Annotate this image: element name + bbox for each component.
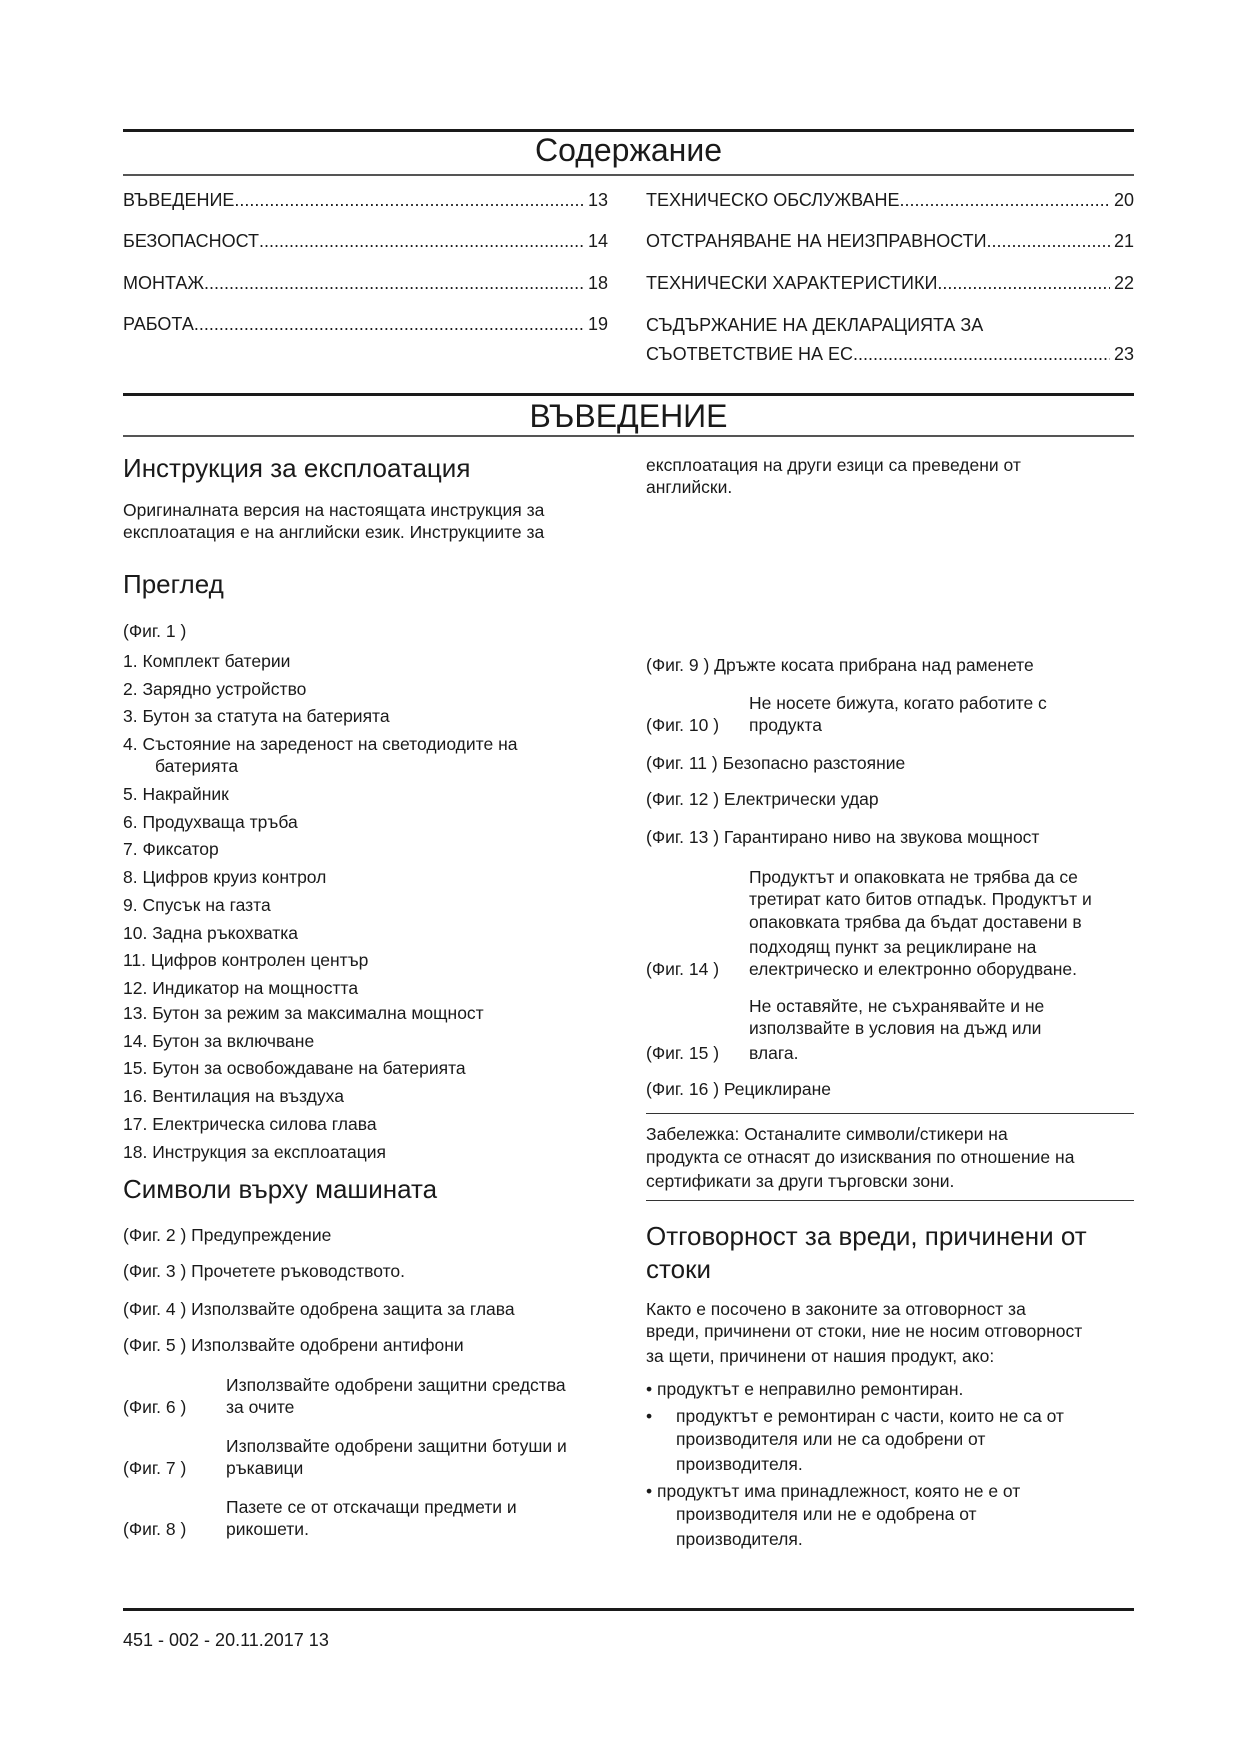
overview-item-16: 16. Вентилация на въздуха bbox=[123, 1086, 344, 1106]
intro-top-rule bbox=[123, 393, 1134, 396]
footer-rule bbox=[123, 1608, 1134, 1611]
toc-entry-operation[interactable]: РАБОТА ..... 19 bbox=[123, 314, 608, 335]
liability-bullet-2-marker: • bbox=[646, 1406, 653, 1426]
toc-entry-technical-data[interactable]: ТЕХНИЧЕСКИ ХАРАКТЕРИСТИКИ ..... 22 bbox=[646, 273, 1134, 294]
footer-text: 451 - 002 - 20.11.2017 13 bbox=[123, 1630, 329, 1650]
toc-entry-declaration-line1[interactable]: СЪДЪРЖАНИЕ НА ДЕКЛАРАЦИЯТА ЗА bbox=[646, 315, 984, 335]
symbol-fig12: (Фиг. 12 ) Електрически удар bbox=[646, 789, 879, 809]
toc-entry-safety[interactable]: БЕЗОПАСНОСТ ..... 14 bbox=[123, 231, 608, 252]
overview-item-18: 18. Инструкция за експлоатация bbox=[123, 1142, 387, 1162]
toc-title-rule bbox=[123, 174, 1134, 176]
overview-item-3: 3. Бутон за статута на батерията bbox=[123, 706, 390, 726]
intro-title: ВЪВЕДЕНИЕ bbox=[529, 398, 728, 434]
note-text-line1: Останалите символи/стикери на bbox=[739, 1124, 1008, 1144]
symbol-fig5: (Фиг. 5 ) Използвайте одобрени антифони bbox=[123, 1335, 464, 1355]
liability-heading-line2: стоки bbox=[646, 1254, 711, 1284]
symbol-fig6: (Фиг. 6 ) Използвайте одобрени защитни средства за очите bbox=[123, 1375, 566, 1417]
manual-text-line1: Оригиналната версия на настоящата инструкция за bbox=[123, 500, 545, 520]
toc-entry-assembly[interactable]: МОНТАЖ ..... 18 bbox=[123, 273, 608, 294]
toc-entry-declaration[interactable]: СЪОТВЕТСТВИЕ НА ЕС ..... 23 bbox=[646, 344, 1134, 365]
symbol-fig13: (Фиг. 13 ) Гарантирано ниво на звукова мощност bbox=[646, 827, 1040, 847]
toc-entry-introduction[interactable]: ВЪВЕДЕНИЕ ..... 13 bbox=[123, 190, 608, 211]
note-line2: продукта се отнасят до изисквания по отношение на bbox=[646, 1147, 1075, 1167]
symbol-fig10: (Фиг. 10 ) Не носете бижута, когато работите с продукта bbox=[646, 693, 1047, 735]
liability-bullet-2-line1: продуктът е ремонтиран с части, които не са от bbox=[676, 1406, 1064, 1426]
liability-bullet-3-line1: • продуктът има принадлежност, която не е от bbox=[646, 1481, 1021, 1501]
liability-bullet-3-line3: производителя. bbox=[676, 1529, 803, 1549]
symbol-fig3: (Фиг. 3 ) Прочетете ръководството. bbox=[123, 1261, 406, 1281]
liability-heading-line1: Отговорност за вреди, причинени от bbox=[646, 1221, 1087, 1251]
overview-item-12: 12. Индикатор на мощността bbox=[123, 978, 359, 998]
overview-item-15: 15. Бутон за освобождаване на батерията bbox=[123, 1058, 466, 1078]
note-bottom-rule bbox=[646, 1200, 1134, 1201]
intro-title-rule bbox=[123, 435, 1134, 437]
overview-heading: Преглед bbox=[123, 569, 224, 599]
overview-item-4: 4. Състояние на зареденост на светодиодите на bbox=[123, 734, 518, 754]
symbol-fig2: (Фиг. 2 ) Предупреждение bbox=[123, 1225, 332, 1245]
note-line1 bbox=[646, 1123, 1008, 1145]
symbol-fig11: (Фиг. 11 ) Безопасно разстояние bbox=[646, 753, 906, 773]
manual-text-line4: английски. bbox=[646, 477, 733, 497]
overview-fig-ref: (Фиг. 1 ) bbox=[123, 621, 187, 641]
overview-item-2: 2. Зарядно устройство bbox=[123, 679, 307, 699]
overview-item-4-cont: батерията bbox=[155, 756, 239, 776]
toc-entry-troubleshooting[interactable]: ОТСТРАНЯВАНЕ НА НЕИЗПРАВНОСТИ ..... 21 bbox=[646, 231, 1134, 252]
overview-item-10: 10. Задна ръкохватка bbox=[123, 923, 299, 943]
manual-text-line2: експлоатация е на английски език. Инструкциите за bbox=[123, 522, 545, 542]
overview-item-8: 8. Цифров круиз контрол bbox=[123, 867, 327, 887]
symbol-fig7: (Фиг. 7 ) Използвайте одобрени защитни ботуши и ръкавици bbox=[123, 1436, 567, 1478]
symbol-fig15: (Фиг. 15 ) Не оставяйте, не съхранявайте и не използвайте в условия на дъжд или влага. bbox=[646, 996, 1045, 1063]
symbol-fig9: (Фиг. 9 ) Дръжте косата прибрана над раменете bbox=[646, 655, 1034, 675]
overview-item-6: 6. Продухваща тръба bbox=[123, 812, 298, 832]
overview-item-17: 17. Електрическа силова глава bbox=[123, 1114, 377, 1134]
liability-bullet-3-line2: производителя или не е одобрена от bbox=[676, 1504, 977, 1524]
symbol-fig8: (Фиг. 8 ) Пазете се от отскачащи предмети и рикошети. bbox=[123, 1497, 517, 1539]
overview-item-7: 7. Фиксатор bbox=[123, 839, 219, 859]
symbol-fig14: (Фиг. 14 ) Продуктът и опаковката не трябва да се третират като битов отпадък. Продуктът и опаковката трябва да бъдат доставени в подходящ пункт за рециклиране на електрическо и електронно оборудване. bbox=[646, 867, 1092, 979]
liability-bullet-1: • продуктът е неправилно ремонтиран. bbox=[646, 1379, 964, 1399]
note-line3: сертификати за други търговски зони. bbox=[646, 1171, 955, 1191]
overview-item-14: 14. Бутон за включване bbox=[123, 1031, 315, 1051]
overview-item-5: 5. Накрайник bbox=[123, 784, 229, 804]
symbol-fig4: (Фиг. 4 ) Използвайте одобрена защита за глава bbox=[123, 1299, 515, 1319]
symbols-heading: Символи върху машината bbox=[123, 1174, 438, 1204]
liability-bullet-2-line3: производителя. bbox=[676, 1454, 803, 1474]
overview-item-11: 11. Цифров контролен център bbox=[123, 950, 369, 970]
liability-text-line1: Както е посочено в законите за отговорност за bbox=[646, 1299, 1026, 1319]
toc-entry-maintenance[interactable]: ТЕХНИЧЕСКО ОБСЛУЖВАНЕ ..... 20 bbox=[646, 190, 1134, 211]
overview-item-1: 1. Комплект батерии bbox=[123, 651, 291, 671]
note-label: Забележка: bbox=[646, 1124, 740, 1144]
manual-heading: Инструкция за експлоатация bbox=[123, 453, 471, 483]
liability-bullet-2-line2: производителя или не са одобрени от bbox=[676, 1429, 986, 1449]
toc-title: Содержание bbox=[534, 132, 722, 168]
liability-text-line3: за щети, причинени от нашия продукт, ако: bbox=[646, 1346, 995, 1366]
overview-item-9: 9. Спусък на газта bbox=[123, 895, 271, 915]
liability-text-line2: вреди, причинени от стоки, ние не носим отговорност bbox=[646, 1321, 1083, 1341]
manual-text-line3: експлоатация на други езици са преведени от bbox=[646, 455, 1021, 475]
symbol-fig16: (Фиг. 16 ) Рециклиране bbox=[646, 1079, 832, 1099]
overview-item-13: 13. Бутон за режим за максимална мощност bbox=[123, 1003, 484, 1023]
note-top-rule bbox=[646, 1113, 1134, 1114]
